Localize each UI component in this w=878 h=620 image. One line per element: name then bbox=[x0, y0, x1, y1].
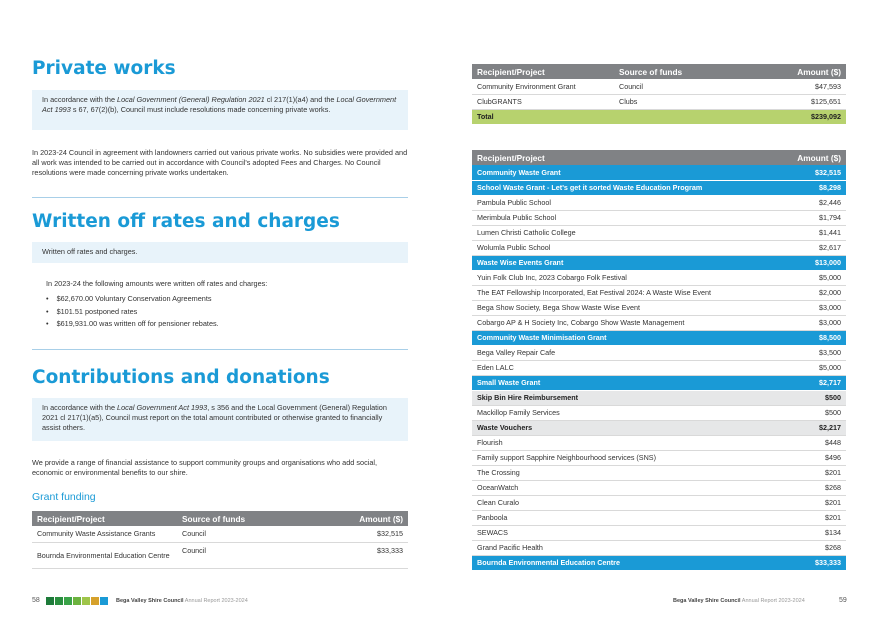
contributions-body: We provide a range of financial assistance to support community groups and organisations who add social, economic or environmental benefits to our shire. bbox=[32, 458, 378, 477]
amount-cell: $33,333 bbox=[772, 555, 846, 570]
table-header-row bbox=[472, 150, 846, 165]
cell: Bournda Environmental Education Centre bbox=[32, 542, 177, 568]
section-divider bbox=[32, 349, 408, 350]
table-header-row bbox=[32, 511, 408, 526]
written-off-callout: Written off rates and charges. bbox=[32, 242, 408, 263]
amount-cell: $2,717 bbox=[772, 375, 846, 390]
recipient-cell: Community Waste Grant bbox=[472, 165, 772, 180]
amount-cell: $2,446 bbox=[772, 195, 846, 210]
amount-cell: $500 bbox=[772, 390, 846, 405]
recipient-cell: The Crossing bbox=[472, 465, 772, 480]
recipient-cell: OceanWatch bbox=[472, 480, 772, 495]
recipient-cell: Yuin Folk Club Inc, 2023 Cobargo Folk Festival bbox=[472, 270, 772, 285]
amount-cell: $496 bbox=[772, 450, 846, 465]
contributions-title: Contributions and donations bbox=[32, 367, 330, 388]
private-works-callout: In accordance with the Local Government (General) Regulation 2021 cl 217(1)(a4) and the Local Government Act 1993 s 67, 67(2)(b), Council must include resolutions made concerning private works. bbox=[32, 90, 408, 130]
recipient-cell: Bega Valley Repair Cafe bbox=[472, 345, 772, 360]
recipient-cell: Grand Pacific Health bbox=[472, 540, 772, 555]
col-header: Recipient/Project bbox=[472, 150, 772, 165]
total-row bbox=[472, 109, 846, 124]
amount-cell: $1,794 bbox=[772, 210, 846, 225]
recipient-cell: Eden LALC bbox=[472, 360, 772, 375]
cell: Total bbox=[472, 109, 614, 124]
table-row bbox=[472, 240, 846, 255]
grant-funding-title: Grant funding bbox=[32, 491, 96, 503]
amount-cell: $32,515 bbox=[772, 165, 846, 180]
grant-funding-table bbox=[32, 511, 408, 569]
amount-cell: $268 bbox=[772, 480, 846, 495]
col-header: Amount ($) bbox=[772, 150, 846, 165]
table-row bbox=[32, 526, 408, 542]
table-row bbox=[472, 390, 846, 405]
table-row bbox=[472, 360, 846, 375]
recipient-cell: Community Waste Minimisation Grant bbox=[472, 330, 772, 345]
amount-cell: $201 bbox=[772, 495, 846, 510]
table-row bbox=[472, 165, 846, 180]
amount-cell: $201 bbox=[772, 465, 846, 480]
recipient-cell: Pambula Public School bbox=[472, 195, 772, 210]
amount-cell: $1,441 bbox=[772, 225, 846, 240]
col-header: Source of funds bbox=[177, 511, 318, 526]
amount-cell: $3,000 bbox=[772, 300, 846, 315]
contributions-callout: In accordance with the Local Government Act 1993, s 356 and the Local Government (General) Regulation 2021 cl 217(1)(a5), Council must report on the total amount contributed or otherwise granted to financially assist others. bbox=[32, 398, 408, 441]
amount-cell: $8,500 bbox=[772, 330, 846, 345]
table-row bbox=[472, 225, 846, 240]
col-header: Amount ($) bbox=[318, 511, 408, 526]
recipient-cell: Lumen Christi Catholic College bbox=[472, 225, 772, 240]
grants-table-body bbox=[472, 165, 846, 570]
recipient-cell: Skip Bin Hire Reimbursement bbox=[472, 390, 772, 405]
table-row bbox=[472, 375, 846, 390]
table-row bbox=[472, 405, 846, 420]
table-row bbox=[472, 555, 846, 570]
amount-cell: $5,000 bbox=[772, 360, 846, 375]
amount-cell: $2,000 bbox=[772, 285, 846, 300]
col-header: Source of funds bbox=[614, 64, 754, 79]
list-item: • $101.51 postponed rates bbox=[46, 306, 406, 319]
table-row bbox=[472, 315, 846, 330]
written-off-intro: In 2023-24 the following amounts were written off rates and charges: bbox=[46, 279, 268, 288]
table-row bbox=[472, 435, 846, 450]
private-works-title: Private works bbox=[32, 58, 176, 79]
cell bbox=[614, 109, 754, 124]
cell: $47,593 bbox=[754, 79, 846, 94]
list-item: • $619,931.00 was written off for pensioner rebates. bbox=[46, 318, 406, 331]
recipient-cell: Waste Wise Events Grant bbox=[472, 255, 772, 270]
page-number: 58 bbox=[32, 597, 40, 604]
table-row bbox=[472, 300, 846, 315]
table-row bbox=[472, 330, 846, 345]
amount-cell: $3,500 bbox=[772, 345, 846, 360]
cell: Council bbox=[177, 526, 318, 542]
recipient-cell: Wolumla Public School bbox=[472, 240, 772, 255]
amount-cell: $268 bbox=[772, 540, 846, 555]
table-row bbox=[472, 495, 846, 510]
funding-source-table bbox=[472, 64, 846, 124]
cell: Council bbox=[177, 542, 318, 568]
col-header: Recipient/Project bbox=[32, 511, 177, 526]
amount-cell: $201 bbox=[772, 510, 846, 525]
amount-cell: $5,000 bbox=[772, 270, 846, 285]
recipient-cell: Panboola bbox=[472, 510, 772, 525]
recipient-cell: Bega Show Society, Bega Show Waste Wise Event bbox=[472, 300, 772, 315]
cell: Council bbox=[614, 79, 754, 94]
section-divider bbox=[32, 197, 408, 198]
cell: ClubGRANTS bbox=[472, 94, 614, 109]
recipient-cell: Small Waste Grant bbox=[472, 375, 772, 390]
cell: Community Waste Assistance Grants bbox=[32, 526, 177, 542]
recipient-cell: School Waste Grant - Let's get it sorted Waste Education Program bbox=[472, 180, 772, 195]
footer-title: Bega Valley Shire Council Annual Report 2023-2024 bbox=[673, 598, 805, 604]
table-row bbox=[472, 285, 846, 300]
recipient-cell: Family support Sapphire Neighbourhood services (SNS) bbox=[472, 450, 772, 465]
recipient-cell: Merimbula Public School bbox=[472, 210, 772, 225]
recipient-cell: SEWACS bbox=[472, 525, 772, 540]
table-row bbox=[472, 420, 846, 435]
recipient-cell: The EAT Fellowship Incorporated, Eat Festival 2024: A Waste Wise Event bbox=[472, 285, 772, 300]
table-row bbox=[472, 270, 846, 285]
table-row bbox=[472, 94, 846, 109]
table-row bbox=[472, 540, 846, 555]
recipient-cell: Bournda Environmental Education Centre bbox=[472, 555, 772, 570]
cell: $33,333 bbox=[318, 542, 408, 568]
amount-cell: $3,000 bbox=[772, 315, 846, 330]
table-row bbox=[472, 79, 846, 94]
col-header: Recipient/Project bbox=[472, 64, 614, 79]
recipient-cell: Flourish bbox=[472, 435, 772, 450]
page-number: 59 bbox=[839, 597, 847, 604]
amount-cell: $2,217 bbox=[772, 420, 846, 435]
recipient-cell: Cobargo AP & H Society Inc, Cobargo Show Waste Management bbox=[472, 315, 772, 330]
written-off-list bbox=[46, 293, 406, 331]
col-header: Amount ($) bbox=[754, 64, 846, 79]
amount-cell: $2,617 bbox=[772, 240, 846, 255]
amount-cell: $13,000 bbox=[772, 255, 846, 270]
written-off-title: Written off rates and charges bbox=[32, 211, 340, 232]
recipient-cell: Waste Vouchers bbox=[472, 420, 772, 435]
brand-color-bars bbox=[46, 597, 109, 605]
private-works-body: In 2023-24 Council in agreement with landowners carried out various private works. No subsidies were provided and all work was intended to be carried out in accordance with Council's adopted Fees and Charges. No Council resolutions were made concerning private works undertaken. bbox=[32, 148, 408, 177]
amount-cell: $134 bbox=[772, 525, 846, 540]
amount-cell: $8,298 bbox=[772, 180, 846, 195]
cell: $125,651 bbox=[754, 94, 846, 109]
table-row bbox=[472, 465, 846, 480]
table-row bbox=[472, 180, 846, 195]
table-row bbox=[472, 210, 846, 225]
amount-cell: $500 bbox=[772, 405, 846, 420]
recipient-cell: Clean Curalo bbox=[472, 495, 772, 510]
amount-cell: $448 bbox=[772, 435, 846, 450]
cell: $239,092 bbox=[754, 109, 846, 124]
table-row bbox=[472, 195, 846, 210]
table-row bbox=[472, 255, 846, 270]
table-row bbox=[32, 542, 408, 568]
cell: Clubs bbox=[614, 94, 754, 109]
grants-breakdown-table bbox=[472, 150, 846, 571]
table-row bbox=[472, 450, 846, 465]
cell: Community Environment Grant bbox=[472, 79, 614, 94]
table-header-row bbox=[472, 64, 846, 79]
table-row bbox=[472, 525, 846, 540]
cell: $32,515 bbox=[318, 526, 408, 542]
list-item: • $62,670.00 Voluntary Conservation Agreements bbox=[46, 293, 406, 306]
recipient-cell: Mackillop Family Services bbox=[472, 405, 772, 420]
table-row bbox=[472, 345, 846, 360]
table-row bbox=[472, 510, 846, 525]
table-row bbox=[472, 480, 846, 495]
footer-title: Bega Valley Shire Council Annual Report 2023-2024 bbox=[116, 598, 248, 604]
